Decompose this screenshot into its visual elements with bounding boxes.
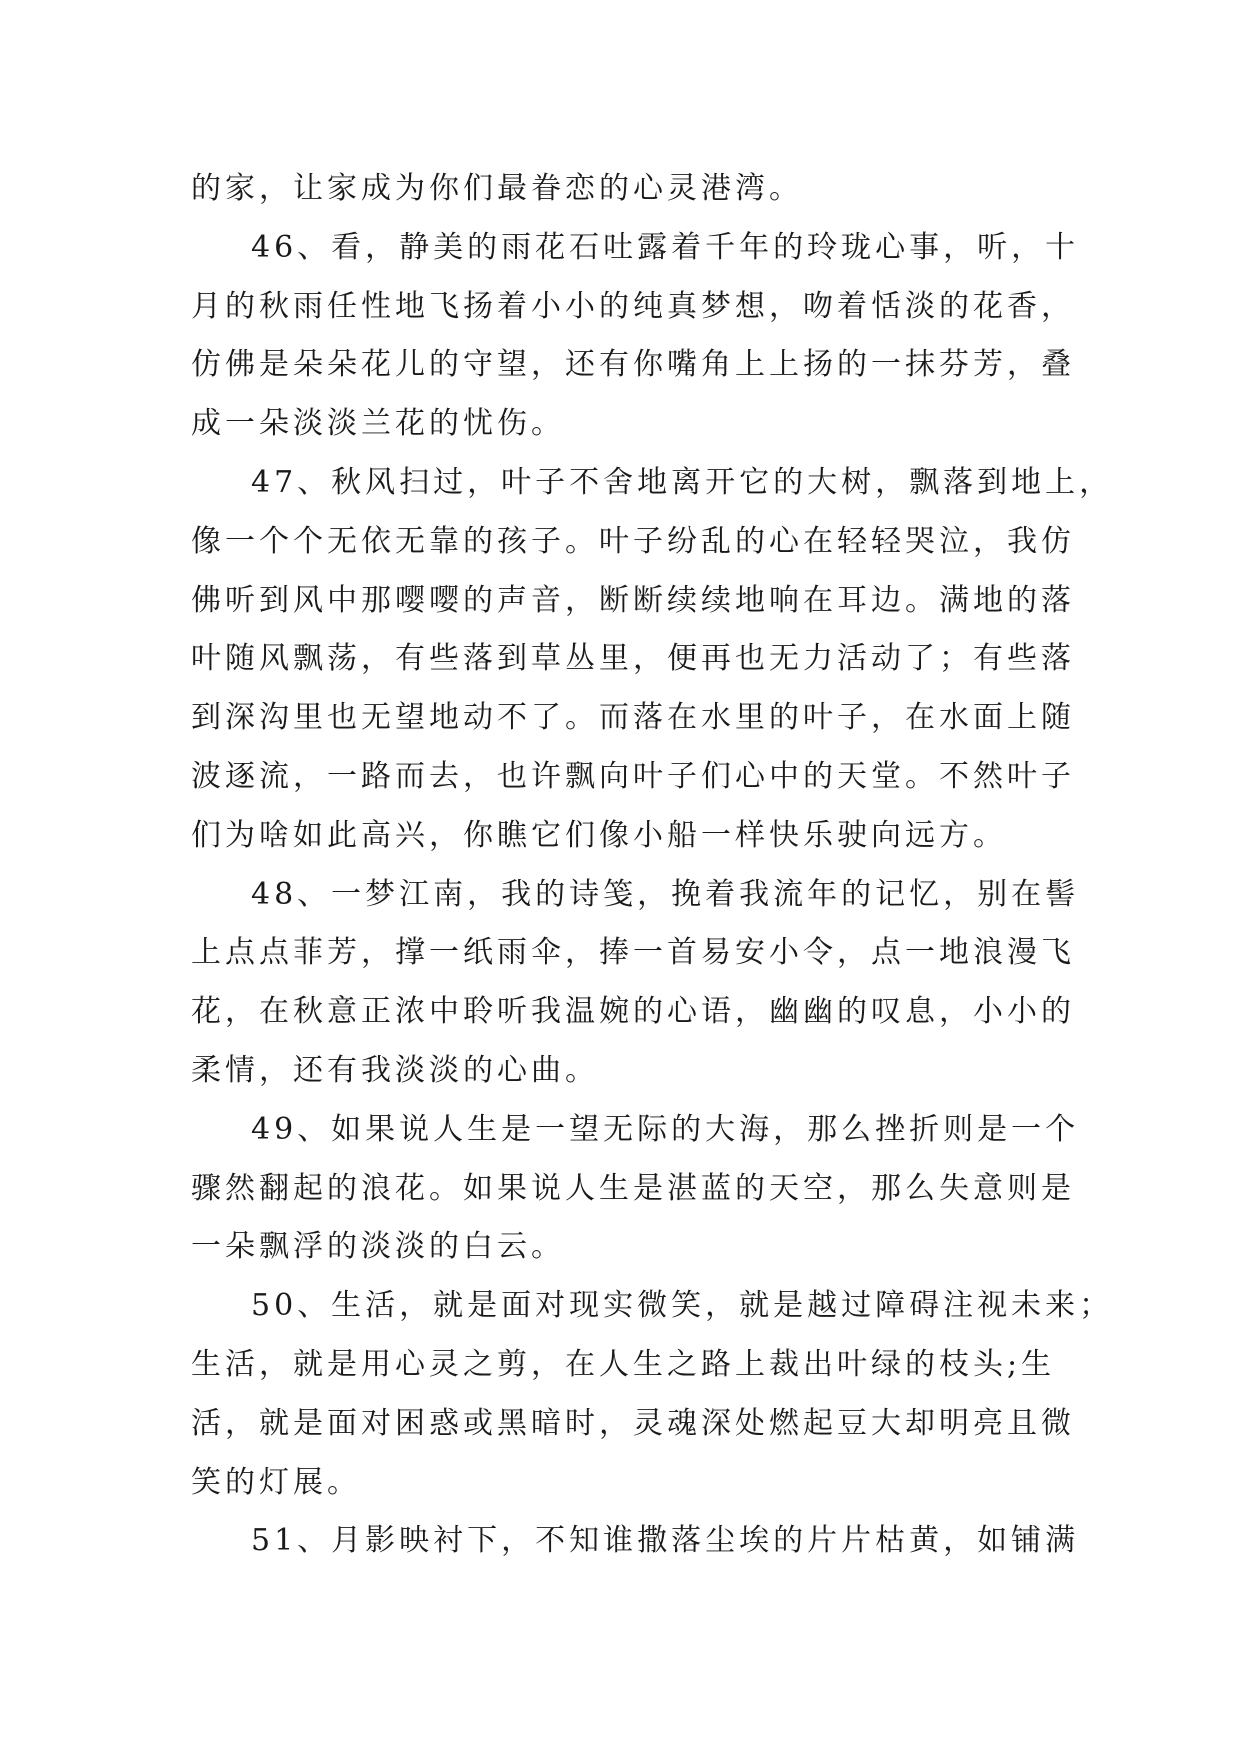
paragraph-46-line: 46、看，静美的雨花石吐露着千年的玲珑心事，听，十 <box>251 229 1080 265</box>
text-line: 上点点菲芳，撑一纸雨伞，捧一首易安小令，点一地浪漫飞 <box>191 935 1075 971</box>
paragraph-49-line: 49、如果说人生是一望无际的大海，那么挫折则是一个 <box>251 1111 1080 1147</box>
text-line: 一朵飘浮的淡淡的白云。 <box>191 1229 565 1265</box>
text-line: 生活，就是用心灵之剪，在人生之路上裁出叶绿的枝头;生 <box>191 1346 1056 1382</box>
paragraph-50-line: 50、生活，就是面对现实微笑，就是越过障碍注视未来； <box>251 1288 1114 1324</box>
text-line: 佛听到风中那嘤嘤的声音，断断续续地响在耳边。满地的落 <box>191 582 1075 618</box>
text-line: 波逐流，一路而去，也许飘向叶子们心中的天堂。不然叶子 <box>191 758 1075 794</box>
text-line: 们为啥如此高兴，你瞧它们像小船一样快乐驶向远方。 <box>191 817 1007 853</box>
paragraph-51-line: 51、月影映衬下，不知谁撒落尘埃的片片枯黄，如铺满 <box>251 1523 1080 1559</box>
text-line: 到深沟里也无望地动不了。而落在水里的叶子，在水面上随 <box>191 700 1075 736</box>
text-line: 骤然翻起的浪花。如果说人生是湛蓝的天空，那么失意则是 <box>191 1170 1075 1206</box>
text-line: 仿佛是朵朵花儿的守望，还有你嘴角上上扬的一抹芬芳，叠 <box>191 347 1075 383</box>
paragraph-47-line: 47、秋风扫过，叶子不舍地离开它的大树，飘落到地上， <box>251 464 1114 500</box>
text-line: 活，就是面对困惑或黑暗时，灵魂深处燃起豆大却明亮且微 <box>191 1405 1075 1441</box>
text-line: 叶随风飘荡，有些落到草丛里，便再也无力活动了；有些落 <box>191 641 1075 677</box>
text-line: 的家，让家成为你们最眷恋的心灵港湾。 <box>191 171 803 206</box>
text-line: 笑的灯展。 <box>191 1464 361 1500</box>
paragraph-48-line: 48、一梦江南，我的诗笺，挽着我流年的记忆，别在髻 <box>251 876 1080 912</box>
text-line: 月的秋雨任性地飞扬着小小的纯真梦想，吻着恬淡的花香， <box>191 288 1075 324</box>
text-line: 像一个个无依无靠的孩子。叶子纷乱的心在轻轻哭泣，我仿 <box>191 523 1075 559</box>
body-text <box>191 160 1114 1571</box>
text-line: 柔情，还有我淡淡的心曲。 <box>191 1052 599 1088</box>
text-line: 花，在秋意正浓中聆听我温婉的心语，幽幽的叹息，小小的 <box>191 994 1075 1030</box>
text-line: 成一朵淡淡兰花的忧伤。 <box>191 406 565 442</box>
